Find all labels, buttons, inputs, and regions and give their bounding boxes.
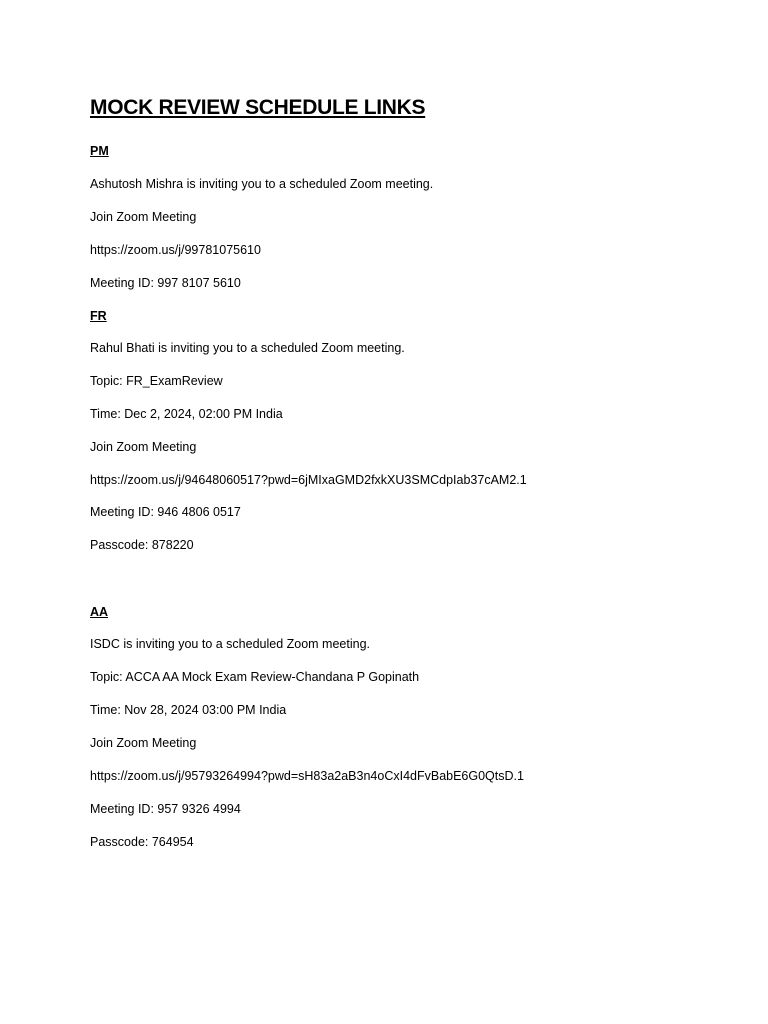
aa-time: Time: Nov 28, 2024 03:00 PM India [90,703,287,717]
section-heading-aa: AA [90,605,109,619]
aa-meeting-id: Meeting ID: 957 9326 4994 [90,802,241,816]
fr-meeting-link[interactable]: https://zoom.us/j/94648060517?pwd=6jMIxaGMD2fxkXU3SMCdpIab37cAM2.1 [90,473,527,487]
fr-meeting-id: Meeting ID: 946 4806 0517 [90,505,241,519]
fr-time: Time: Dec 2, 2024, 02:00 PM India [90,407,283,421]
section-heading-pm: PM [90,144,109,158]
pm-join-label: Join Zoom Meeting [90,210,197,224]
pm-meeting-id: Meeting ID: 997 8107 5610 [90,276,241,290]
pm-meeting-link[interactable]: https://zoom.us/j/99781075610 [90,243,261,257]
aa-join-label: Join Zoom Meeting [90,736,197,750]
fr-join-label: Join Zoom Meeting [90,440,197,454]
aa-topic: Topic: ACCA AA Mock Exam Review-Chandana P Gopinath [90,670,420,684]
page-title: MOCK REVIEW SCHEDULE LINKS [90,96,426,119]
fr-passcode: Passcode: 878220 [90,538,194,552]
aa-meeting-link[interactable]: https://zoom.us/j/95793264994?pwd=sH83a2aB3n4oCxI4dFvBabE6G0QtsD.1 [90,769,524,783]
pm-invite-text: Ashutosh Mishra is inviting you to a scheduled Zoom meeting. [90,177,434,191]
aa-passcode: Passcode: 764954 [90,835,194,849]
section-heading-fr: FR [90,309,107,323]
aa-invite-text: ISDC is inviting you to a scheduled Zoom meeting. [90,637,370,651]
fr-invite-text: Rahul Bhati is inviting you to a scheduled Zoom meeting. [90,341,405,355]
fr-topic: Topic: FR_ExamReview [90,374,223,388]
